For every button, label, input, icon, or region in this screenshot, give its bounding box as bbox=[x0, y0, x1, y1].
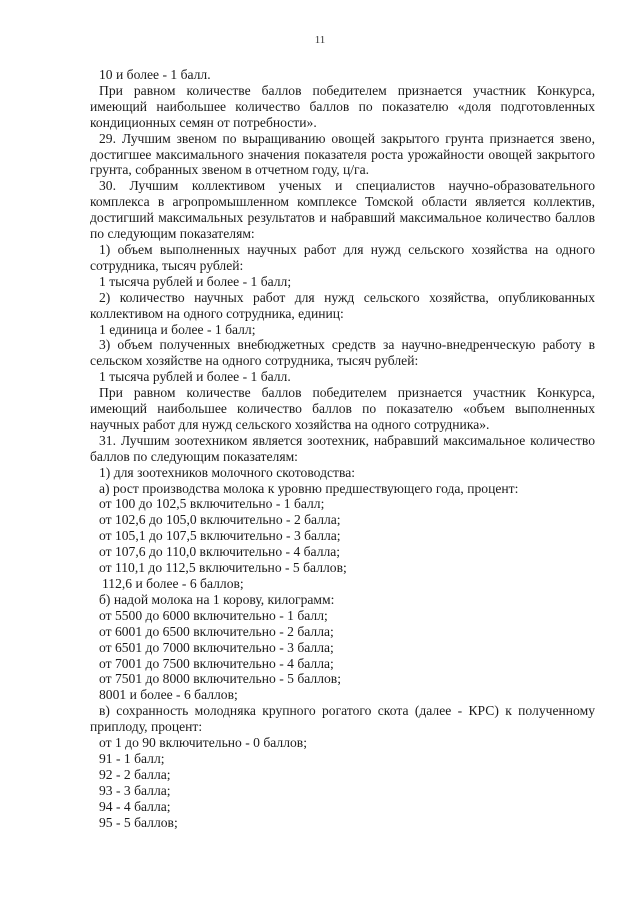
list-item: от 1 до 90 включительно - 0 баллов; bbox=[99, 735, 307, 751]
paragraph: 31. Лучшим зоотехником является зоотехник, набравший максимальное количество баллов по следующим показателям: bbox=[90, 432, 595, 464]
list-item: 95 - 5 баллов; bbox=[99, 814, 178, 830]
list-item: 94 - 4 балла; bbox=[99, 798, 171, 814]
list-item: от 7001 до 7500 включительно - 4 балла; bbox=[99, 655, 334, 671]
list-item: от 100 до 102,5 включительно - 1 балл; bbox=[99, 496, 325, 512]
paragraph: в) сохранность молодняка крупного рогатого скота (далее - КРС) к полученному приплоду, процент: bbox=[90, 703, 595, 735]
page-number: 11 bbox=[314, 34, 326, 46]
list-item: от 102,6 до 105,0 включительно - 2 балла; bbox=[99, 512, 341, 528]
list-item: 91 - 1 балл; bbox=[99, 750, 165, 766]
list-item: от 110,1 до 112,5 включительно - 5 баллов; bbox=[99, 560, 347, 576]
list-item: 1 тысяча рублей и более - 1 балл; bbox=[99, 273, 292, 289]
list-item: от 5500 до 6000 включительно - 1 балл; bbox=[99, 607, 328, 623]
paragraph: 1) объем выполненных научных работ для нужд сельского хозяйства на одного сотрудника, тысяч рублей: bbox=[90, 241, 595, 273]
paragraph: 29. Лучшим звеном по выращиванию овощей закрытого грунта признается звено, достигшее максимального значения показателя роста урожайности овощей закрытого грунта, собранных звеном в отчетном году, ц/га. bbox=[90, 130, 595, 178]
list-item: от 105,1 до 107,5 включительно - 3 балла; bbox=[99, 528, 341, 544]
list-item: 1) для зоотехников молочного скотоводства: bbox=[99, 464, 356, 480]
list-item: от 7501 до 8000 включительно - 5 баллов; bbox=[99, 671, 341, 687]
list-item: 112,6 и более - 6 баллов; bbox=[102, 576, 244, 591]
document-body bbox=[90, 67, 595, 831]
list-item: 8001 и более - 6 баллов; bbox=[99, 687, 238, 703]
list-item: а) рост производства молока к уровню предшествующего года, процент: bbox=[99, 480, 519, 496]
list-item: 1 тысяча рублей и более - 1 балл. bbox=[99, 369, 291, 385]
list-item: от 6001 до 6500 включительно - 2 балла; bbox=[99, 623, 334, 639]
list-item: 10 и более - 1 балл. bbox=[99, 67, 211, 82]
list-item: 1 единица и более - 1 балл; bbox=[99, 321, 256, 337]
list-item: 93 - 3 балла; bbox=[99, 782, 171, 798]
list-item: 92 - 2 балла; bbox=[99, 766, 171, 782]
list-item: б) надой молока на 1 корову, килограмм: bbox=[99, 591, 335, 607]
list-item: от 6501 до 7000 включительно - 3 балла; bbox=[99, 639, 334, 655]
paragraph: 30. Лучшим коллективом ученых и специалистов научно-образовательного комплекса в агропромышленном комплексе Томской области является коллектив, достигший максимальных результатов и набравший максимальное количество баллов по следующим показателям: bbox=[90, 178, 595, 242]
paragraph: 2) количество научных работ для нужд сельского хозяйства, опубликованных коллективом на одного сотрудника, единиц: bbox=[90, 289, 595, 321]
paragraph: 3) объем полученных внебюджетных средств за научно-внедренческую работу в сельском хозяйстве на одного сотрудника, тысяч рублей: bbox=[90, 337, 595, 369]
paragraph: При равном количестве баллов победителем признается участник Конкурса, имеющий наибольшее количество баллов по показателю «объем выполненных научных работ для нужд сельского хозяйства на одного сотрудника». bbox=[90, 385, 595, 432]
paragraph: При равном количестве баллов победителем признается участник Конкурса, имеющий наибольшее количество баллов по показателю «доля подготовленных кондиционных семян от потребности». bbox=[90, 82, 595, 130]
list-item: от 107,6 до 110,0 включительно - 4 балла; bbox=[99, 544, 341, 560]
